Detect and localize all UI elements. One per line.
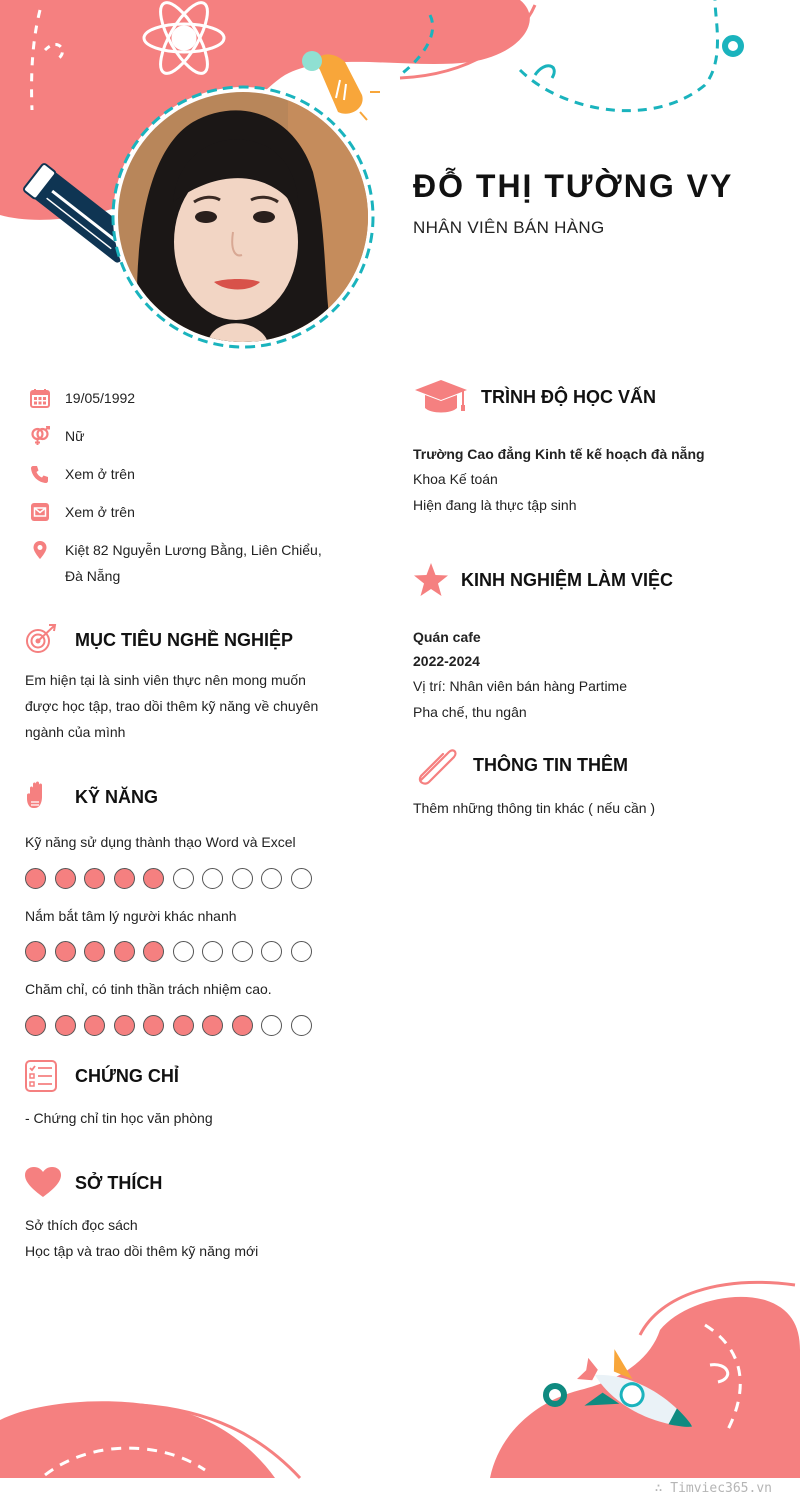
avatar-photo (118, 92, 368, 342)
watermark: ∴ Timviec365.vn (654, 1481, 772, 1496)
paperclip-icon (413, 744, 459, 786)
job-title: NHÂN VIÊN BÁN HÀNG (413, 218, 605, 237)
skill-dot-empty (232, 868, 253, 889)
gender-text: Nữ (65, 428, 85, 444)
education-line: Khoa Kế toán (413, 471, 498, 487)
contact-address (30, 540, 322, 589)
skill-dot-filled (173, 1015, 194, 1036)
address-text (65, 537, 322, 589)
skill-dot-filled (114, 1015, 135, 1036)
phone-text: Xem ở trên (65, 466, 135, 482)
gender-icon (30, 426, 50, 446)
skill-dot-empty (291, 941, 312, 962)
objective-title: MỤC TIÊU NGHỀ NGHIỆP (75, 629, 294, 650)
objective-header (24, 623, 293, 657)
experience-title: KINH NGHIỆM LÀM VIỆC (461, 569, 674, 590)
education-line: Hiện đang là thực tập sinh (413, 497, 577, 513)
skill-dot-filled (84, 1015, 105, 1036)
skill-dot-filled (114, 941, 135, 962)
skill-rating (25, 941, 312, 962)
skill-name: Kỹ năng sử dụng thành thạo Word và Excel (25, 834, 296, 850)
graduation-cap-icon (413, 378, 469, 416)
additional-title: THÔNG TIN THÊM (473, 754, 628, 775)
skill-dot-empty (261, 868, 282, 889)
objective-line: ngành của mình (25, 724, 126, 740)
hobby-item: Học tập và trao dồi thêm kỹ năng mới (25, 1243, 259, 1259)
star-icon (413, 562, 449, 598)
skill-dot-filled (84, 868, 105, 889)
target-icon (24, 623, 58, 657)
email-text: Xem ở trên (65, 504, 135, 520)
objective-line: Em hiện tại là sinh viên thực nên mong muốn (25, 672, 306, 688)
heart-icon (24, 1166, 62, 1200)
objective-line: được học tập, trao dồi thêm kỹ năng về chuyên (25, 698, 319, 714)
education-school: Trường Cao đẳng Kinh tế kế hoạch đà nẵng (413, 446, 705, 462)
skill-rating (25, 868, 312, 889)
skill-dot-empty (291, 868, 312, 889)
skill-dot-filled (143, 941, 164, 962)
skill-dot-filled (55, 941, 76, 962)
objective-text (25, 667, 320, 745)
skill-dot-filled (114, 868, 135, 889)
skill-dot-empty (232, 941, 253, 962)
checklist-icon (24, 1059, 58, 1093)
skill-dot-filled (25, 941, 46, 962)
experience-details (413, 673, 627, 725)
candidate-name: ĐỖ THỊ TƯỜNG VY (413, 168, 734, 204)
skill-dot-empty (202, 941, 223, 962)
additional-text: Thêm những thông tin khác ( nếu cần ) (413, 800, 656, 816)
skill-dot-filled (84, 941, 105, 962)
skill-dot-filled (55, 1015, 76, 1036)
skill-dot-empty (173, 868, 194, 889)
skills-header (24, 780, 158, 814)
contact-gender (30, 426, 84, 449)
certificates-title: CHỨNG CHỈ (75, 1065, 179, 1086)
skill-dot-empty (202, 868, 223, 889)
email-icon (30, 502, 50, 522)
calendar-icon (30, 388, 50, 408)
skill-rating (25, 1015, 312, 1036)
contact-birthdate (30, 388, 135, 411)
skill-dot-empty (261, 941, 282, 962)
skill-dot-empty (261, 1015, 282, 1036)
certificates-header (24, 1059, 179, 1093)
skills-title: KỸ NĂNG (75, 786, 159, 807)
hand-icon (24, 780, 58, 814)
education-details (413, 466, 576, 518)
phone-icon (30, 464, 50, 484)
education-header (413, 378, 656, 416)
experience-header (413, 562, 673, 598)
footer-decoration (0, 1270, 800, 1485)
skill-name: Nắm bắt tâm lý người khác nhanh (25, 908, 237, 924)
hobbies-text (25, 1212, 258, 1264)
experience-line: Vị trí: Nhân viên bán hàng Partime (413, 678, 628, 694)
hobby-item: Sở thích đọc sách (25, 1217, 138, 1233)
skill-dot-empty (291, 1015, 312, 1036)
location-icon (30, 540, 50, 560)
hobbies-title: SỞ THÍCH (75, 1172, 163, 1193)
additional-header (413, 744, 628, 786)
contact-phone (30, 464, 135, 487)
contact-email (30, 502, 135, 525)
skill-dot-empty (173, 941, 194, 962)
experience-period: 2022-2024 (413, 653, 480, 669)
skill-name: Chăm chỉ, có tinh thần trách nhiệm cao. (25, 981, 272, 997)
skill-dot-filled (232, 1015, 253, 1036)
address-line-2: Đà Nẵng (65, 568, 121, 584)
experience-company: Quán cafe (413, 629, 481, 645)
birthdate-text: 19/05/1992 (65, 390, 136, 406)
skill-dot-filled (25, 1015, 46, 1036)
experience-line: Pha chế, thu ngân (413, 704, 527, 720)
skill-dot-filled (55, 868, 76, 889)
certificate-item: - Chứng chỉ tin học văn phòng (25, 1110, 213, 1126)
skill-dot-filled (202, 1015, 223, 1036)
skill-dot-filled (143, 1015, 164, 1036)
education-title: TRÌNH ĐỘ HỌC VẤN (481, 386, 656, 407)
address-line-1: Kiệt 82 Nguyễn Lương Bằng, Liên Chiểu, (65, 542, 322, 558)
hobbies-header (24, 1166, 162, 1200)
avatar (118, 92, 368, 342)
skill-dot-filled (143, 868, 164, 889)
skill-dot-filled (25, 868, 46, 889)
